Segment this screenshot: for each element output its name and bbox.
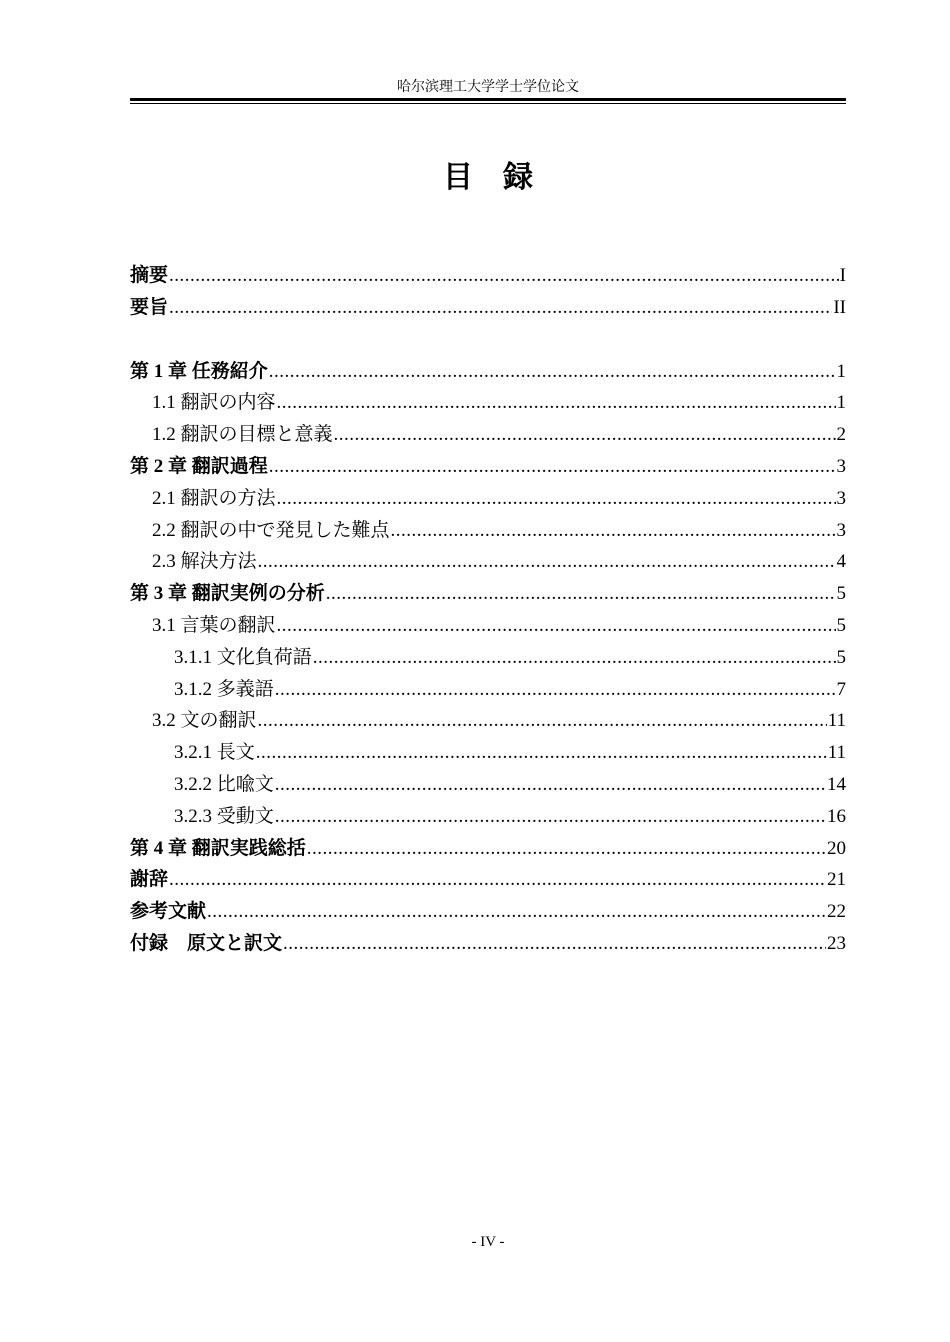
toc-entry-chapter-1[interactable] [130, 356, 846, 388]
toc-entry-label: 要旨 [130, 296, 169, 318]
toc-entry-label: 第 3 章 翻訳実例の分析 [130, 583, 325, 605]
toc-entry-page: 20 [827, 837, 846, 859]
toc-entry-page: I [839, 265, 846, 286]
toc-entry-label: 2.3 解決方法 [152, 551, 257, 573]
toc-entry-label: 3.1.2 多義語 [174, 678, 274, 700]
running-header: 哈尔滨理工大学学士学位论文 [397, 80, 579, 95]
toc-entry-page: 5 [836, 583, 846, 605]
toc-entry-page: 5 [836, 614, 846, 636]
dot-leader [207, 896, 826, 928]
dot-leader [258, 705, 827, 737]
toc-entry-chapter-2[interactable] [130, 451, 846, 483]
dot-leader [283, 928, 826, 960]
dot-leader [313, 642, 836, 674]
toc-entry-page: 3 [836, 487, 846, 509]
toc-entry-label: 摘要 [130, 265, 169, 286]
dot-leader [258, 546, 836, 578]
toc-entry-label: 第 2 章 翻訳過程 [130, 455, 268, 477]
toc-entry-section-2-3[interactable] [130, 546, 846, 578]
dot-leader [307, 833, 826, 865]
toc-entry-label: 3.1 言葉の翻訳 [152, 614, 276, 636]
toc-entry-label: 1.2 翻訳の目標と意義 [152, 424, 333, 446]
toc-entry-section-3-2-3[interactable] [130, 801, 846, 833]
toc-entry-abstract-cn[interactable] [130, 260, 846, 292]
toc-entry-abstract-jp[interactable] [130, 292, 846, 324]
toc-entry-page: 2 [836, 424, 846, 446]
toc-entry-section-3-2-1[interactable] [130, 737, 846, 769]
dot-leader [334, 419, 836, 451]
dot-leader [275, 674, 836, 706]
toc-entry-section-3-2[interactable] [130, 705, 846, 737]
dot-leader [169, 864, 826, 896]
toc-entry-page: 3 [836, 455, 846, 477]
dot-leader [326, 578, 836, 610]
toc-entry-label: 2.2 翻訳の中で発見した難点 [152, 519, 390, 541]
toc-title: 目 録 [443, 161, 533, 194]
toc-entry-page: 16 [827, 805, 846, 827]
toc-entry-chapter-4[interactable] [130, 833, 846, 865]
toc-entry-page: 11 [827, 710, 846, 732]
dot-leader [277, 483, 836, 515]
toc-entry-section-1-2[interactable] [130, 419, 846, 451]
toc-entry-acknowledgements[interactable] [130, 864, 846, 896]
toc-entry-label: 3.2.3 受動文 [174, 805, 274, 827]
toc-entry-references[interactable] [130, 896, 846, 928]
toc-entry-page: 21 [827, 869, 846, 891]
toc-entry-page: 1 [836, 392, 846, 414]
table-of-contents [130, 260, 846, 960]
toc-entry-page: 11 [827, 742, 846, 764]
dot-leader [391, 515, 836, 547]
toc-entry-page: 5 [836, 646, 846, 668]
toc-entry-page: 23 [827, 932, 846, 954]
dot-leader [275, 801, 826, 833]
toc-entry-page: 14 [827, 773, 846, 795]
header-rule-thin [130, 103, 846, 104]
dot-leader [277, 387, 836, 419]
toc-entry-page: II [833, 296, 846, 318]
toc-entry-section-2-1[interactable] [130, 483, 846, 515]
toc-entry-section-3-1[interactable] [130, 610, 846, 642]
toc-entry-page: 1 [836, 360, 846, 382]
toc-entry-page: 7 [836, 678, 846, 700]
toc-entry-chapter-3[interactable] [130, 578, 846, 610]
toc-entry-label: 3.2 文の翻訳 [152, 710, 257, 732]
toc-entry-label: 第 1 章 任務紹介 [130, 360, 268, 382]
toc-entry-section-1-1[interactable] [130, 387, 846, 419]
toc-entry-section-3-1-2[interactable] [130, 674, 846, 706]
dot-leader [275, 769, 826, 801]
toc-entry-label: 謝辞 [130, 869, 169, 891]
toc-entry-section-3-1-1[interactable] [130, 642, 846, 674]
toc-entry-label: 2.1 翻訳の方法 [152, 487, 276, 509]
dot-leader [256, 737, 827, 769]
toc-entry-section-3-2-2[interactable] [130, 769, 846, 801]
toc-entry-page: 3 [836, 519, 846, 541]
toc-entry-label: 第 4 章 翻訳実践総括 [130, 837, 306, 859]
toc-entry-label: 参考文献 [130, 901, 207, 923]
toc-entry-section-2-2[interactable] [130, 515, 846, 547]
dot-leader [169, 260, 839, 292]
toc-entry-label: 3.2.2 比喩文 [174, 773, 274, 795]
toc-entry-page: 22 [827, 901, 846, 923]
toc-entry-label: 付録 原文と訳文 [130, 932, 283, 954]
dot-leader [269, 356, 836, 388]
toc-entry-label: 3.1.1 文化負荷語 [174, 646, 312, 668]
dot-leader [277, 610, 836, 642]
page-number: - IV - [471, 1234, 505, 1250]
toc-entry-page: 4 [836, 551, 846, 573]
dot-leader [169, 292, 832, 324]
header-rule-thick [130, 98, 846, 101]
toc-entry-label: 3.2.1 長文 [174, 742, 255, 764]
toc-entry-appendix[interactable] [130, 928, 846, 960]
toc-entry-label: 1.1 翻訳の内容 [152, 392, 276, 414]
dot-leader [269, 451, 836, 483]
